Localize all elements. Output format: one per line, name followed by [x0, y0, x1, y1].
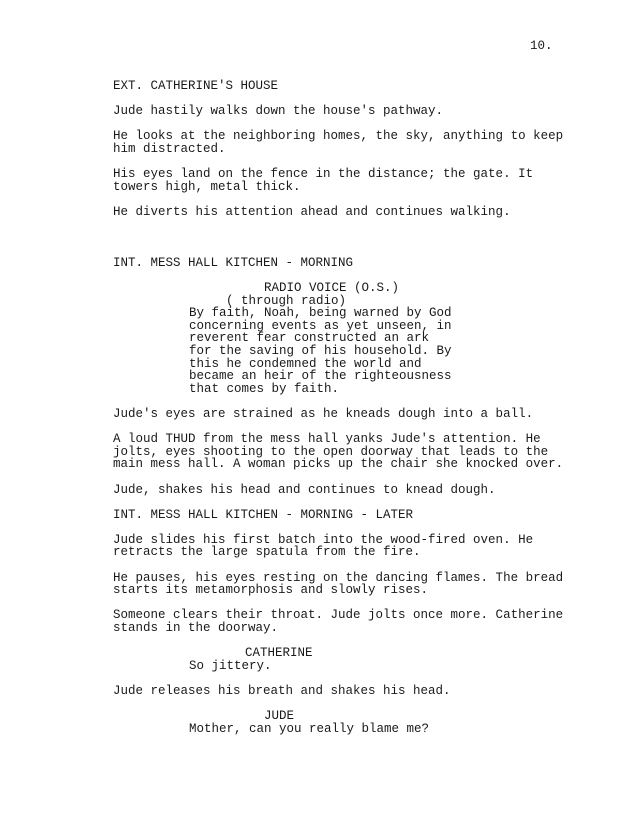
action-line: jolts, eyes shooting to the open doorway that leads to the [113, 445, 549, 459]
parenthetical: ( through radio) [226, 294, 347, 308]
action-line: retracts the large spatula from the fire. [113, 545, 421, 559]
character-name: CATHERINE [245, 646, 313, 660]
action-line: main mess hall. A woman picks up the chair she knocked over. [113, 457, 564, 471]
action-line: Jude's eyes are strained as he kneads dough into a ball. [113, 407, 534, 421]
dialogue-line: reverent fear constructed an ark [189, 331, 430, 345]
action-line: Jude slides his first batch into the wood-fired oven. He [113, 533, 534, 547]
dialogue-line: that comes by faith. [189, 382, 340, 396]
action-line: A loud THUD from the mess hall yanks Jude's attention. He [113, 432, 541, 446]
character-name: JUDE [264, 709, 295, 723]
dialogue-line: for the saving of his household. By [189, 344, 452, 358]
character-name: RADIO VOICE (O.S.) [264, 281, 400, 295]
action-line: Someone clears their throat. Jude jolts once more. Catherine [113, 608, 564, 622]
dialogue-line: concerning events as yet unseen, in [189, 319, 452, 333]
action-line: Jude hastily walks down the house's pathway. [113, 104, 444, 118]
action-line: towers high, metal thick. [113, 180, 301, 194]
action-line: Jude releases his breath and shakes his head. [113, 684, 451, 698]
dialogue-line: Mother, can you really blame me? [189, 722, 430, 736]
dialogue-line: By faith, Noah, being warned by God [189, 306, 452, 320]
action-line: stands in the doorway. [113, 621, 279, 635]
action-line: starts its metamorphosis and slowly rises. [113, 583, 429, 597]
scene-heading: INT. MESS HALL KITCHEN - MORNING [113, 256, 354, 270]
action-line: His eyes land on the fence in the distance; the gate. It [113, 167, 534, 181]
dialogue-line: became an heir of the righteousness [189, 369, 452, 383]
page-number: 10. [530, 39, 553, 53]
action-line: He pauses, his eyes resting on the dancing flames. The bread [113, 571, 564, 585]
action-line: Jude, shakes his head and continues to knead dough. [113, 483, 496, 497]
action-line: him distracted. [113, 142, 226, 156]
action-line: He looks at the neighboring homes, the sky, anything to keep [113, 129, 564, 143]
scene-heading: INT. MESS HALL KITCHEN - MORNING - LATER [113, 508, 414, 522]
action-line: He diverts his attention ahead and continues walking. [113, 205, 511, 219]
scene-heading: EXT. CATHERINE'S HOUSE [113, 79, 279, 93]
dialogue-line: this he condemned the world and [189, 357, 422, 371]
dialogue-line: So jittery. [189, 659, 272, 673]
